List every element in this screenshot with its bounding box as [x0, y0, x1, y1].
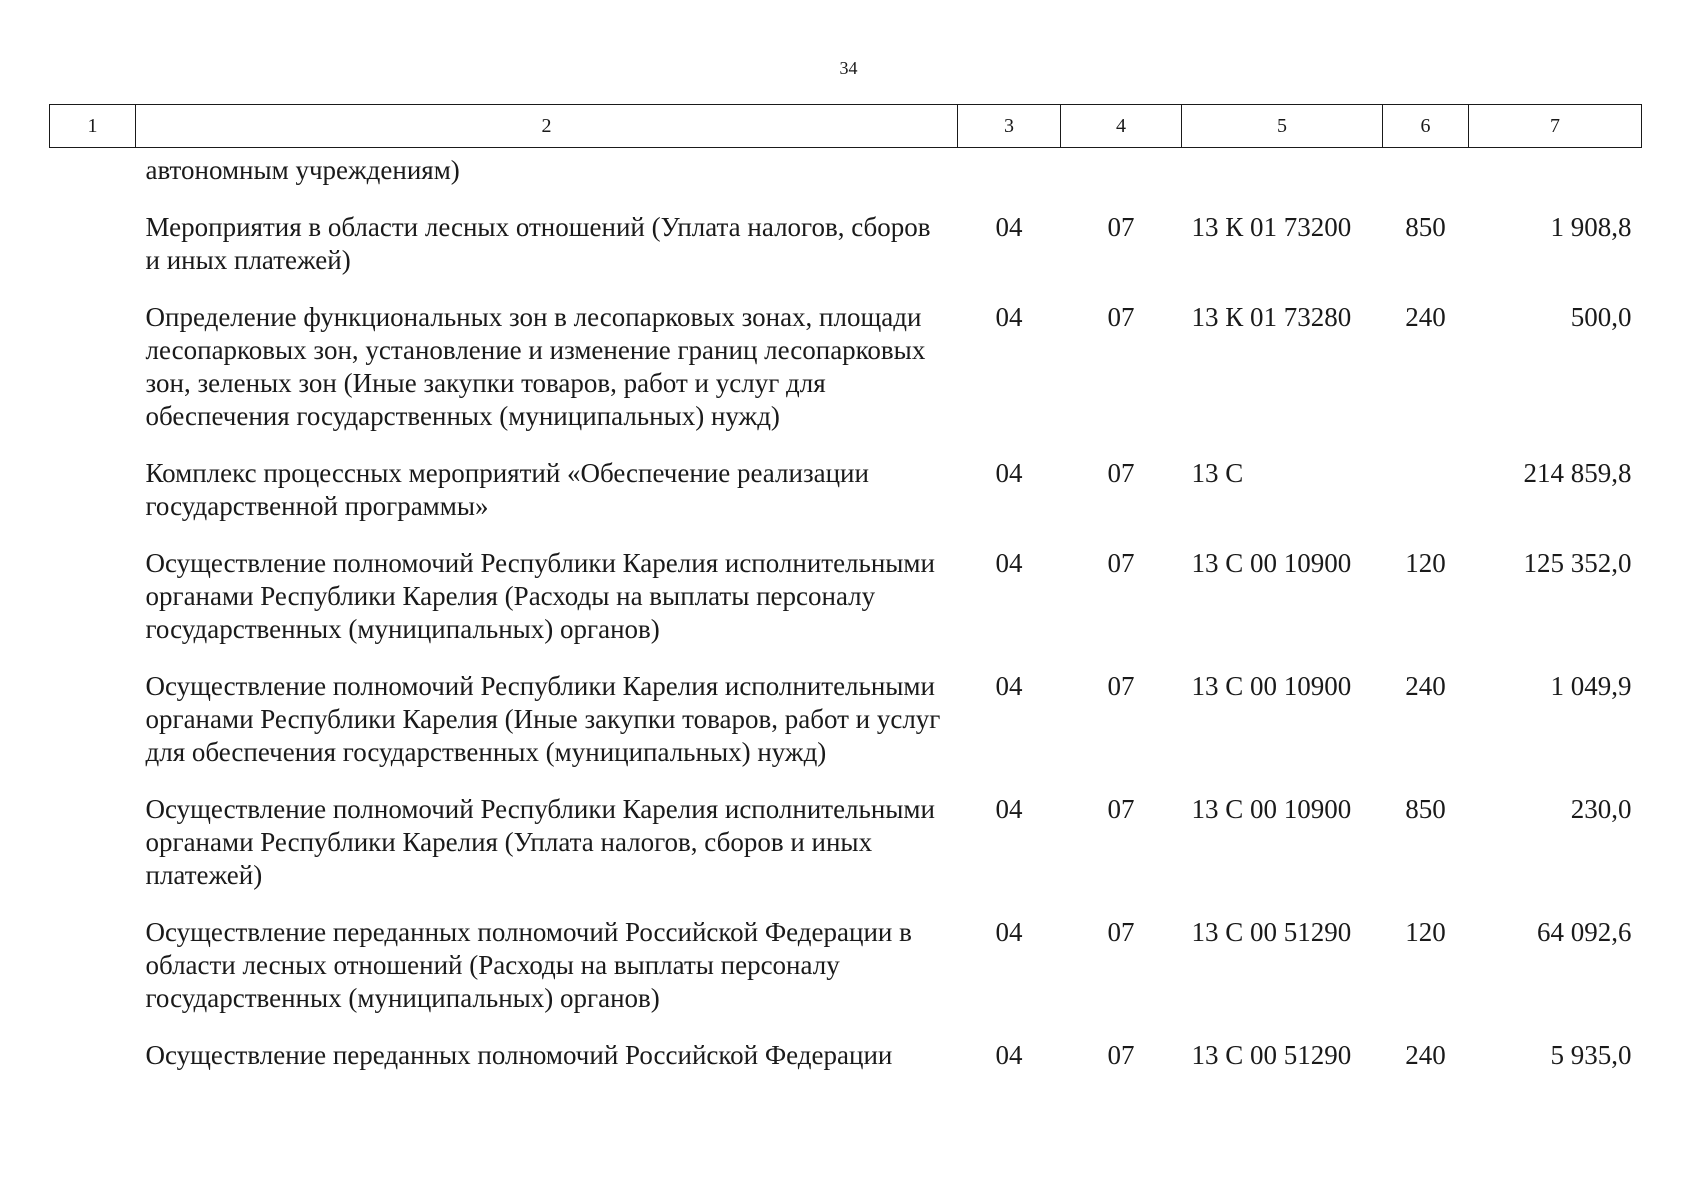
table-header	[50, 105, 1642, 148]
subsection-code: 07	[1107, 1040, 1135, 1070]
expense-name: Осуществление полномочий Республики Карелия исполнительными органами Республики Карелия (Иные закупки товаров, работ и услуг для обеспечения государственных (муниципальных) нужд)	[145, 671, 941, 767]
subsection-code: 07	[1107, 212, 1135, 242]
section-code: 04	[995, 917, 1023, 947]
row-number-cell	[50, 301, 136, 457]
table-row	[50, 793, 1642, 916]
expense-type-code: 240	[1405, 671, 1446, 701]
expense-name: Осуществление переданных полномочий Российской Федерации в области лесных отношений (Расходы на выплаты персоналу государственных (муниципальных) органов)	[145, 917, 912, 1013]
section-code: 04	[995, 302, 1023, 332]
target-article-code: 13 С 00 10900	[1191, 794, 1352, 824]
expense-type-code: 120	[1405, 548, 1446, 578]
section-code: 04	[995, 212, 1023, 242]
amount-value: 1 049,9	[1550, 671, 1632, 701]
expense-type-code: 120	[1405, 917, 1446, 947]
subsection-code: 07	[1107, 671, 1135, 701]
target-article-code: 13 С	[1191, 458, 1244, 488]
table-row	[50, 457, 1642, 547]
amount-value: 500,0	[1570, 302, 1632, 332]
expense-type-code: 240	[1405, 302, 1446, 332]
expense-type-code	[1383, 457, 1469, 547]
section-code: 04	[995, 794, 1023, 824]
header-row	[50, 105, 1642, 148]
column-header-3: 3	[958, 105, 1061, 148]
amount-value: 125 352,0	[1523, 548, 1632, 578]
target-article-code: 13 К 01 73280	[1191, 302, 1352, 332]
budget-table-container	[49, 104, 1641, 1096]
row-number-cell	[50, 547, 136, 670]
expense-name: Осуществление полномочий Республики Карелия исполнительными органами Республики Карелия (Расходы на выплаты персоналу государственных (муниципальных) органов)	[145, 548, 935, 644]
expense-name: Комплекс процессных мероприятий «Обеспечение реализации государственной программы»	[145, 458, 869, 521]
row-number-cell	[50, 1039, 136, 1096]
target-article-code: 13 С 00 51290	[1191, 1040, 1352, 1070]
table-row	[50, 1039, 1642, 1096]
page-number: 34	[839, 58, 858, 78]
section-code: 04	[995, 1040, 1023, 1070]
section-code: 04	[995, 548, 1023, 578]
subsection-code: 07	[1107, 548, 1135, 578]
row-number-cell	[50, 793, 136, 916]
table-row	[50, 301, 1642, 457]
row-number-cell	[50, 148, 136, 212]
column-header-4: 4	[1061, 105, 1182, 148]
target-article-code: 13 К 01 73200	[1191, 212, 1352, 242]
expense-type-code: 850	[1405, 212, 1446, 242]
subsection-code: 07	[1107, 458, 1135, 488]
row-number-cell	[50, 211, 136, 301]
table-row	[50, 916, 1642, 1039]
expense-name: Определение функциональных зон в лесопарковых зонах, площади лесопарковых зон, установление и изменение границ лесопарковых зон, зеленых зон (Иные закупки товаров, работ и услуг для обеспечения государственных (муниципальных) нужд)	[145, 302, 926, 431]
amount-value: 214 859,8	[1523, 458, 1632, 488]
amount-value: 230,0	[1570, 794, 1632, 824]
table-row	[50, 547, 1642, 670]
target-article-code: 13 С 00 10900	[1191, 671, 1352, 701]
expense-name: Осуществление полномочий Республики Карелия исполнительными органами Республики Карелия (Уплата налогов, сборов и иных платежей)	[145, 794, 935, 890]
expense-type-code	[1383, 148, 1469, 212]
subsection-code: 07	[1107, 302, 1135, 332]
target-article-code: 13 С 00 51290	[1191, 917, 1352, 947]
table-row	[50, 670, 1642, 793]
table-row	[50, 148, 1642, 212]
column-header-5: 5	[1182, 105, 1383, 148]
row-number-cell	[50, 670, 136, 793]
subsection-code: 07	[1107, 794, 1135, 824]
expense-name: автономным учреждениям)	[145, 155, 460, 185]
budget-table	[49, 104, 1642, 1096]
amount-value: 1 908,8	[1550, 212, 1632, 242]
target-article-code: 13 С 00 10900	[1191, 548, 1352, 578]
section-code: 04	[995, 671, 1023, 701]
column-header-6: 6	[1383, 105, 1469, 148]
expense-type-code: 850	[1405, 794, 1446, 824]
row-number-cell	[50, 916, 136, 1039]
subsection-code: 07	[1107, 917, 1135, 947]
amount-value: 64 092,6	[1537, 917, 1632, 947]
section-code	[958, 148, 1061, 212]
column-header-2: 2	[136, 105, 958, 148]
column-header-1: 1	[50, 105, 136, 148]
subsection-code	[1061, 148, 1182, 212]
amount-value	[1469, 148, 1642, 212]
row-number-cell	[50, 457, 136, 547]
target-article-code	[1182, 148, 1383, 212]
expense-type-code: 240	[1405, 1040, 1446, 1070]
table-row	[50, 211, 1642, 301]
column-header-7: 7	[1469, 105, 1642, 148]
table-body	[50, 148, 1642, 1097]
amount-value: 5 935,0	[1550, 1040, 1632, 1070]
section-code: 04	[995, 458, 1023, 488]
expense-name: Мероприятия в области лесных отношений (Уплата налогов, сборов и иных платежей)	[145, 212, 931, 275]
expense-name: Осуществление переданных полномочий Российской Федерации	[145, 1040, 893, 1070]
